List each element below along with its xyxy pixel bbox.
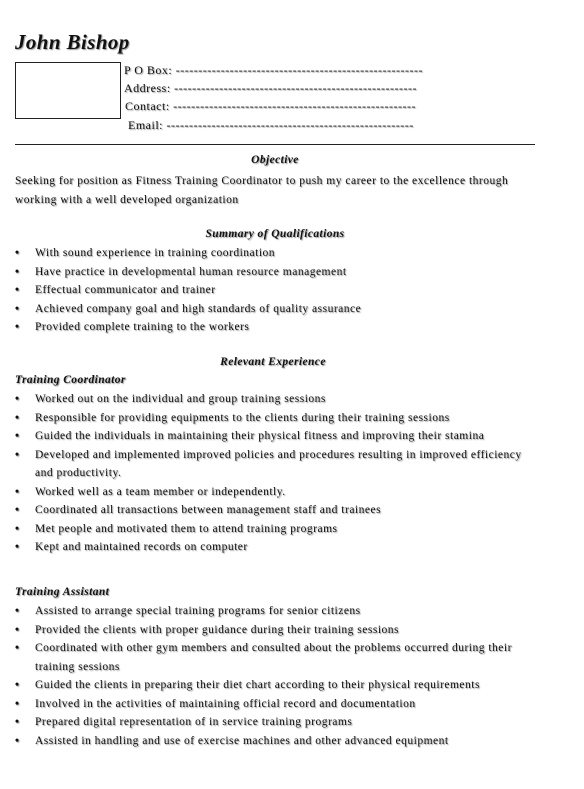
list-item: • Effectual communicator and trainer xyxy=(15,281,550,300)
coordinator-duties-list xyxy=(15,390,525,557)
list-item: • Involved in the activities of maintaining official record and documentation xyxy=(15,695,525,714)
list-item: • Assisted to arrange special training programs for senior citizens xyxy=(15,602,525,621)
photo-placeholder xyxy=(15,62,121,119)
list-item: • Met people and motivated them to attend training programs xyxy=(15,520,525,539)
email-line: Email: ------------------------------------------------------- xyxy=(128,118,414,132)
list-item: • Achieved company goal and high standards of quality assurance xyxy=(15,300,550,319)
header-divider xyxy=(15,144,535,145)
list-item: • Coordinated all transactions between management staff and trainees xyxy=(15,501,525,520)
candidate-name: John Bishop xyxy=(15,30,130,54)
job-title-coordinator: Training Coordinator xyxy=(15,374,126,386)
list-item: • Coordinated with other gym members and consulted about the problems occurred during their training sessions xyxy=(15,639,525,676)
list-item: • Kept and maintained records on computer xyxy=(15,538,525,557)
experience-heading: Relevant Experience xyxy=(220,356,326,368)
list-item: • With sound experience in training coordination xyxy=(15,244,550,263)
list-item: • Have practice in developmental human resource management xyxy=(15,263,550,282)
list-item: • Worked well as a team member or independently. xyxy=(15,483,525,502)
objective-text: Seeking for position as Fitness Training Coordinator to push my career to the excellence through working with a well developed organization xyxy=(15,175,509,206)
qualifications-list xyxy=(15,244,550,337)
objective-heading: Objective xyxy=(251,154,299,166)
list-item: • Guided the clients in preparing their diet chart according to their physical requirements xyxy=(15,676,525,695)
list-item: • Guided the individuals in maintaining their physical fitness and improving their stamina xyxy=(15,427,525,446)
list-item: • Provided the clients with proper guidance during their training sessions xyxy=(15,621,525,640)
list-item: • Provided complete training to the workers xyxy=(15,318,550,337)
contact-line: Contact: ------------------------------------------------------ xyxy=(125,99,416,113)
assistant-duties-list xyxy=(15,602,525,750)
qualifications-heading: Summary of Qualifications xyxy=(205,228,345,240)
po-box-line: P O Box: ------------------------------------------------------- xyxy=(124,63,424,77)
list-item: • Worked out on the individual and group training sessions xyxy=(15,390,525,409)
list-item: • Assisted in handling and use of exercise machines and other advanced equipment xyxy=(15,732,525,751)
address-line: Address: ------------------------------------------------------ xyxy=(124,81,417,95)
list-item: • Prepared digital representation of in service training programs xyxy=(15,713,525,732)
job-title-assistant: Training Assistant xyxy=(15,586,110,598)
list-item: • Responsible for providing equipments to the clients during their training sessions xyxy=(15,409,525,428)
list-item: • Developed and implemented improved policies and procedures resulting in improved efficiency and productivity. xyxy=(15,446,525,483)
